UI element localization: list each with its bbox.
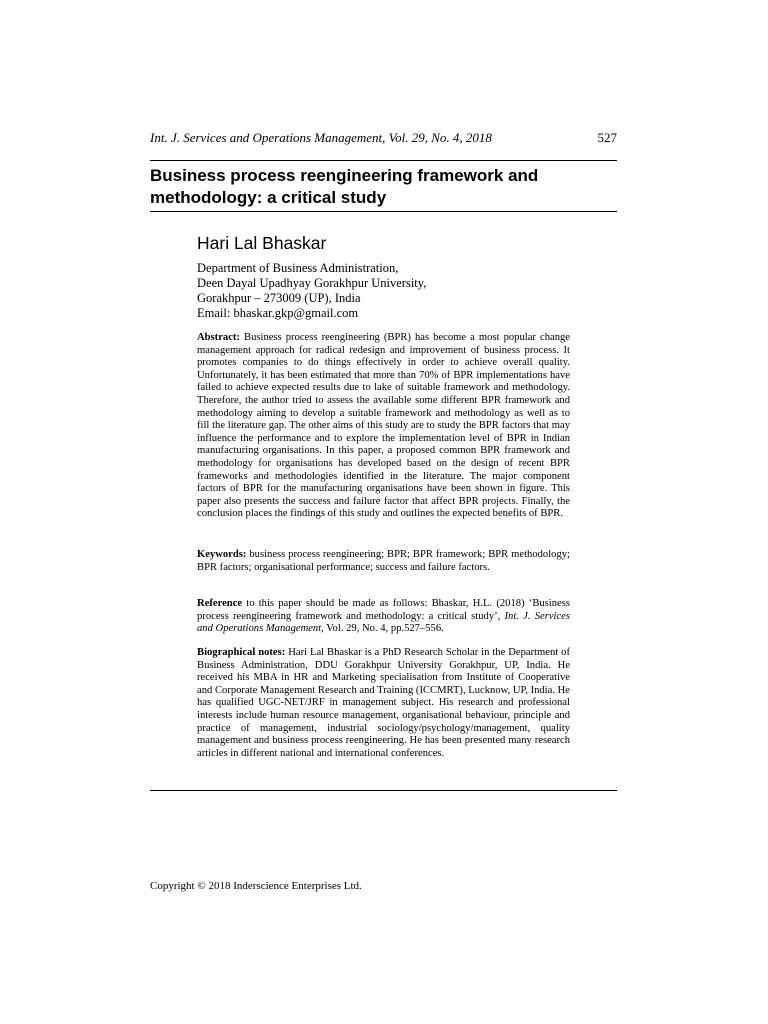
keywords-label: Keywords:: [197, 549, 247, 560]
running-head: [150, 130, 617, 146]
author-affiliation: [197, 261, 617, 321]
keywords-text: business process reengineering; BPR; BPR framework; BPR methodology; BPR factors; organisational performance; success and failure factors.: [197, 549, 570, 573]
section-end-rule: [150, 790, 617, 791]
citation-reference: [197, 598, 570, 636]
article-title: Business process reengineering framework and methodology: a critical study: [150, 166, 539, 207]
title-bottom-rule: [150, 211, 617, 212]
author-email: Email: bhaskar.gkp@gmail.com: [197, 306, 359, 320]
journal-citation: Int. J. Services and Operations Management, Vol. 29, No. 4, 2018: [150, 130, 492, 145]
title-top-rule: [150, 160, 617, 161]
keywords: [197, 549, 570, 574]
author-name: Hari Lal Bhaskar: [197, 233, 327, 253]
affiliation-line: Deen Dayal Upadhyay Gorakhpur University,: [197, 276, 427, 290]
reference-details: , Vol. 29, No. 4, pp.527–556.: [321, 623, 444, 635]
affiliation-line: Gorakhpur – 273009 (UP), India: [197, 291, 361, 305]
abstract-label: Abstract:: [197, 332, 240, 343]
reference-journal: Int. J. Services and Operations Management: [197, 610, 570, 635]
copyright-notice: Copyright © 2018 Inderscience Enterprises Ltd.: [150, 880, 362, 892]
abstract: [197, 332, 570, 521]
page-number: 527: [597, 130, 617, 145]
reference-text: to this paper should be made as follows: Bhaskar, H.L. (2018) ‘Business process reengineering framework and methodology: a critical study’,: [197, 598, 570, 622]
affiliation-line: Department of Business Administration,: [197, 261, 399, 275]
reference-label: Reference: [197, 598, 243, 609]
abstract-text: Business process reengineering (BPR) has become a most popular change management approach for radical redesign and improvement of business process. It promotes companies to do things effectively in order to achieve overall quality. Unfortunately, it has been estimated that more than 70% of BPR implementations have failed to achieve expected results due to lake of suitable framework and methodology. Therefore, the author tried to assess the available some different BPR framework and methodology aiming to develop a suitable framework and methodology as well as to fill the literature gap. The other aims of this study are to study the BPR factors that may influence the performance and to explore the implementation level of BPR in Indian manufacturing organisations. In this paper, a proposed common BPR framework and methodology for organisations has developed based on the design of recent BPR frameworks and methodologies identified in the literature. The major component factors of BPR for the manufacturing organisations have been shown in figure. This paper also presents the success and failure factor that affect BPR projects. Finally, the conclusion places the findings of this study and outlines the expected benefits of BPR.: [197, 332, 570, 520]
bio-label: Biographical notes:: [197, 647, 286, 658]
bio-text: Hari Lal Bhaskar is a PhD Research Scholar in the Department of Business Administration, DDU Gorakhpur University Gorakhpur, UP, India. He received his MBA in HR and Marketing specialisation from Institute of Cooperative and Corporate Management Research and Training (ICCMRT), Lucknow, UP, India. He has qualified UGC-NET/JRF in management subject. His research and professional interests include human resource management, organisational behaviour, principle and practice of management, industrial sociology/psychology/management, quality management and business process reengineering. He has been presented many research articles in different national and international conferences.: [197, 647, 570, 759]
biographical-notes: [197, 647, 570, 760]
